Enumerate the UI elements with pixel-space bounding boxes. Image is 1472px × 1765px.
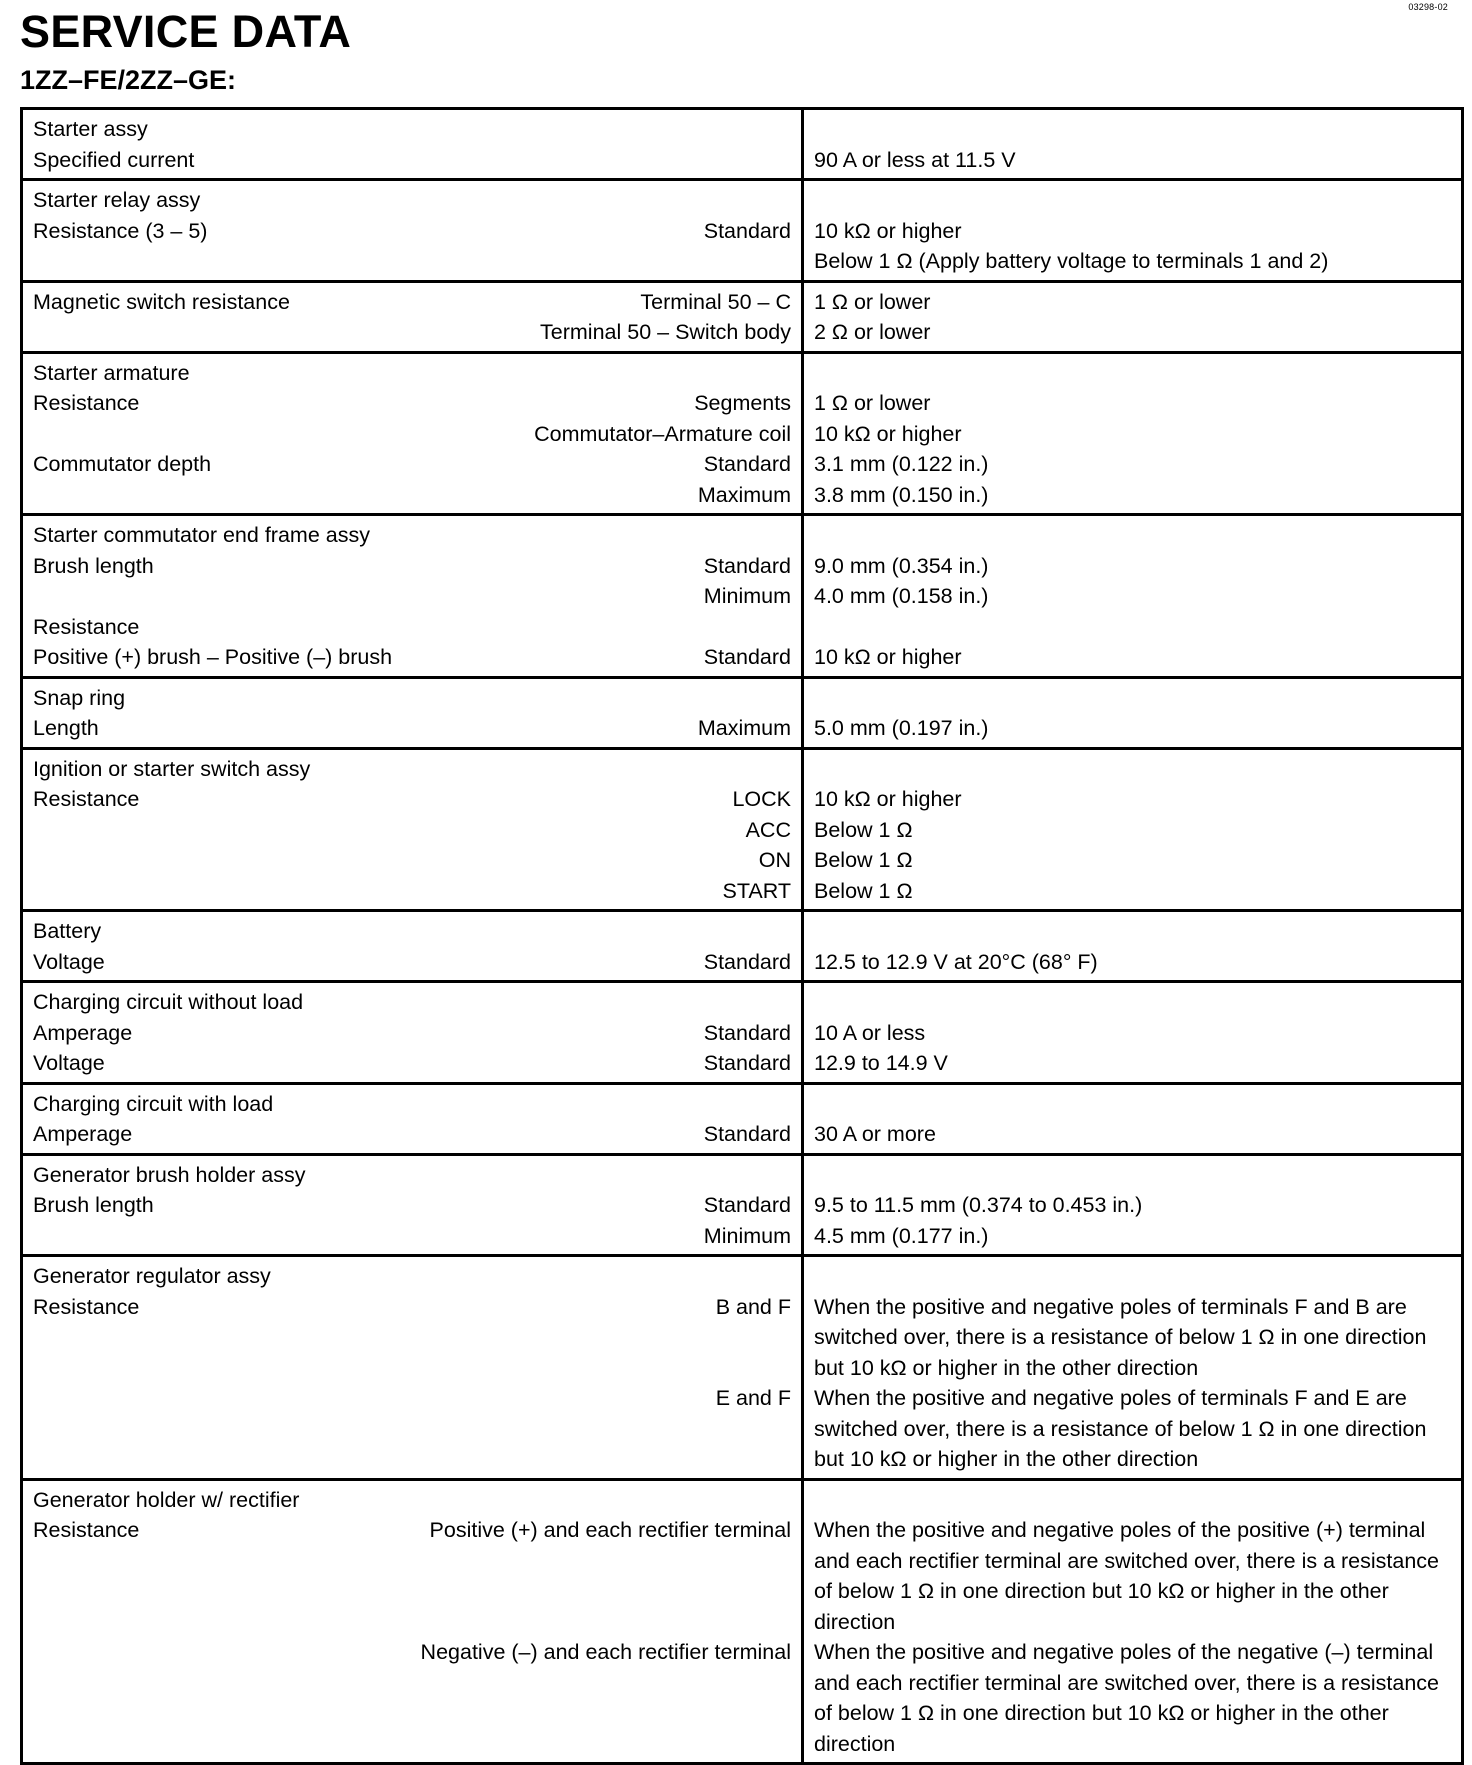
spec-section bbox=[22, 281, 1463, 352]
spec-condition bbox=[410, 916, 791, 947]
spec-label: Battery bbox=[33, 919, 102, 943]
spec-label: Voltage bbox=[33, 1051, 105, 1075]
document-code: 03298-02 bbox=[1408, 2, 1448, 12]
spec-value: 30 A or more bbox=[814, 1122, 936, 1146]
spec-value: 12.5 to 12.9 V at 20°C (68° F) bbox=[814, 949, 1098, 974]
spec-value-cell bbox=[803, 911, 1463, 982]
spec-condition: B and F bbox=[715, 1294, 791, 1319]
spec-condition: Standard bbox=[703, 1193, 791, 1217]
spec-label bbox=[33, 246, 450, 277]
spec-label bbox=[33, 317, 409, 348]
spec-item-grid bbox=[33, 754, 791, 907]
spec-condition bbox=[499, 1322, 791, 1353]
spec-section bbox=[22, 1479, 1463, 1764]
spec-condition bbox=[554, 520, 791, 551]
spec-label bbox=[33, 1221, 499, 1252]
spec-label bbox=[33, 1322, 487, 1353]
spec-label bbox=[33, 1444, 487, 1475]
spec-condition: ON bbox=[758, 848, 791, 872]
spec-item-grid bbox=[33, 185, 791, 277]
spec-value bbox=[814, 612, 1451, 643]
spec-label: Resistance bbox=[33, 391, 140, 415]
spec-value: 12.9 to 14.9 V bbox=[814, 1051, 948, 1075]
spec-label bbox=[33, 815, 510, 846]
spec-condition: Standard bbox=[703, 645, 791, 669]
spec-section bbox=[22, 180, 1463, 282]
spec-condition bbox=[499, 114, 791, 145]
spec-value bbox=[814, 1160, 1451, 1191]
spec-value: Below 1 Ω bbox=[814, 878, 913, 903]
spec-condition bbox=[499, 145, 791, 176]
spec-label bbox=[33, 480, 367, 511]
spec-condition: Maximum bbox=[697, 716, 791, 740]
spec-item-grid bbox=[33, 916, 791, 977]
spec-label bbox=[33, 1414, 487, 1445]
spec-condition bbox=[494, 1089, 791, 1120]
spec-value: 9.0 mm (0.354 in.) bbox=[814, 553, 989, 578]
spec-value: of below 1 Ω in one direction but 10 kΩ or higher in the other bbox=[814, 1701, 1389, 1725]
spec-condition bbox=[462, 185, 791, 216]
spec-label bbox=[33, 876, 510, 907]
spec-condition bbox=[366, 1698, 791, 1729]
service-data-body bbox=[22, 109, 1463, 1764]
spec-condition: ACC bbox=[745, 817, 791, 842]
spec-condition: START bbox=[722, 878, 791, 903]
spec-value: of below 1 Ω in one direction but 10 kΩ or higher in the other bbox=[814, 1579, 1389, 1603]
spec-condition bbox=[499, 1353, 791, 1384]
spec-label: Snap ring bbox=[33, 685, 126, 710]
spec-condition bbox=[366, 1485, 791, 1516]
spec-condition: Standard bbox=[703, 553, 791, 578]
spec-label: Amperage bbox=[33, 1020, 133, 1045]
spec-section bbox=[22, 1154, 1463, 1256]
spec-value-cell bbox=[803, 515, 1463, 678]
spec-value: When the positive and negative poles of terminals F and B are bbox=[814, 1294, 1407, 1319]
spec-item-cell bbox=[22, 515, 803, 678]
spec-condition: Commutator–Armature coil bbox=[534, 421, 791, 446]
spec-value: 4.0 mm (0.158 in.) bbox=[814, 584, 989, 608]
spec-value: 3.8 mm (0.150 in.) bbox=[814, 482, 989, 507]
spec-value bbox=[814, 987, 1451, 1018]
spec-value: 1 Ω or lower bbox=[814, 391, 931, 415]
spec-item-cell bbox=[22, 1256, 803, 1480]
spec-label bbox=[33, 419, 367, 450]
spec-value: but 10 kΩ or higher in the other direction bbox=[814, 1447, 1199, 1471]
spec-label: Resistance bbox=[33, 787, 140, 811]
spec-label: Amperage bbox=[33, 1122, 133, 1146]
spec-value: 9.5 to 11.5 mm (0.374 to 0.453 in.) bbox=[814, 1193, 1143, 1217]
spec-section bbox=[22, 677, 1463, 748]
spec-value-cell bbox=[803, 1083, 1463, 1154]
spec-item-grid bbox=[33, 1160, 791, 1252]
spec-condition bbox=[379, 358, 791, 389]
spec-label bbox=[33, 1607, 354, 1638]
spec-value bbox=[814, 114, 1451, 145]
spec-item-grid bbox=[33, 358, 791, 511]
spec-label: Charging circuit with load bbox=[33, 1091, 274, 1116]
spec-label: Ignition or starter switch assy bbox=[33, 756, 311, 781]
spec-item-cell bbox=[22, 1479, 803, 1764]
spec-section bbox=[22, 1256, 1463, 1480]
spec-value: 5.0 mm (0.197 in.) bbox=[814, 716, 989, 740]
spec-condition: Segments bbox=[694, 391, 791, 415]
spec-condition bbox=[366, 1607, 791, 1638]
spec-section bbox=[22, 748, 1463, 911]
spec-section bbox=[22, 515, 1463, 678]
spec-section bbox=[22, 109, 1463, 180]
spec-label bbox=[33, 1698, 354, 1729]
spec-label bbox=[33, 1637, 354, 1668]
spec-value-cell bbox=[803, 352, 1463, 515]
spec-label: Generator holder w/ rectifier bbox=[33, 1487, 300, 1512]
spec-condition bbox=[554, 612, 791, 643]
spec-value: When the positive and negative poles of the positive (+) terminal bbox=[814, 1518, 1426, 1542]
spec-condition: Standard bbox=[703, 452, 791, 476]
spec-condition bbox=[366, 1729, 791, 1760]
spec-label bbox=[33, 845, 510, 876]
spec-label bbox=[33, 1383, 487, 1414]
spec-label: Generator regulator assy bbox=[33, 1264, 271, 1288]
spec-label: Resistance bbox=[33, 1518, 140, 1542]
spec-condition bbox=[366, 1668, 791, 1699]
spec-value bbox=[814, 1261, 1451, 1292]
spec-condition: Standard bbox=[703, 949, 791, 974]
spec-condition: Standard bbox=[703, 1020, 791, 1045]
spec-value: switched over, there is a resistance of below 1 Ω in one direction bbox=[814, 1325, 1427, 1349]
spec-value: When the positive and negative poles of the negative (–) terminal bbox=[814, 1640, 1434, 1664]
spec-value-cell bbox=[803, 180, 1463, 282]
spec-label: Starter armature bbox=[33, 360, 190, 385]
spec-value-cell bbox=[803, 109, 1463, 180]
spec-condition bbox=[499, 1414, 791, 1445]
spec-value-cell bbox=[803, 1479, 1463, 1764]
spec-value: 10 kΩ or higher bbox=[814, 421, 962, 446]
spec-value: and each rectifier terminal are switched over, there is a resistance bbox=[814, 1670, 1439, 1695]
spec-value bbox=[814, 916, 1451, 947]
spec-item-cell bbox=[22, 677, 803, 748]
spec-item-cell bbox=[22, 180, 803, 282]
spec-condition: Positive (+) and each rectifier terminal bbox=[429, 1518, 791, 1542]
spec-value: direction bbox=[814, 1731, 896, 1756]
spec-item-grid bbox=[33, 114, 791, 175]
spec-label: Commutator depth bbox=[33, 452, 212, 476]
spec-value-cell bbox=[803, 281, 1463, 352]
spec-item-cell bbox=[22, 352, 803, 515]
spec-value-cell bbox=[803, 1256, 1463, 1480]
engine-subtitle: 1ZZ–FE/2ZZ–GE: bbox=[20, 65, 237, 95]
page-title: SERVICE DATA bbox=[20, 6, 352, 57]
spec-condition bbox=[509, 987, 791, 1018]
spec-label: Resistance (3 – 5) bbox=[33, 218, 208, 243]
spec-condition bbox=[417, 683, 791, 714]
spec-item-cell bbox=[22, 748, 803, 911]
spec-value: 10 kΩ or higher bbox=[814, 787, 962, 811]
spec-label bbox=[33, 1576, 354, 1607]
spec-value-cell bbox=[803, 1154, 1463, 1256]
spec-label: Length bbox=[33, 716, 99, 740]
spec-item-cell bbox=[22, 109, 803, 180]
spec-label bbox=[33, 1729, 354, 1760]
spec-label: Resistance bbox=[33, 614, 140, 639]
spec-value-cell bbox=[803, 982, 1463, 1084]
spec-value: but 10 kΩ or higher in the other direction bbox=[814, 1355, 1199, 1380]
spec-label: Charging circuit without load bbox=[33, 990, 304, 1014]
spec-item-grid bbox=[33, 1261, 791, 1475]
spec-label: Specified current bbox=[33, 147, 195, 172]
spec-label: Generator brush holder assy bbox=[33, 1162, 306, 1187]
spec-value-cell bbox=[803, 748, 1463, 911]
spec-condition: Negative (–) and each rectifier terminal bbox=[420, 1640, 791, 1664]
spec-item-cell bbox=[22, 1083, 803, 1154]
spec-condition bbox=[511, 1160, 791, 1191]
spec-label bbox=[33, 581, 542, 612]
spec-label: Resistance bbox=[33, 1294, 140, 1319]
service-data-table bbox=[20, 107, 1464, 1765]
spec-label: Brush length bbox=[33, 1193, 154, 1217]
spec-label: Starter relay assy bbox=[33, 188, 201, 212]
spec-value: 10 A or less bbox=[814, 1020, 926, 1045]
spec-value bbox=[814, 185, 1451, 216]
spec-condition bbox=[366, 1576, 791, 1607]
spec-item-cell bbox=[22, 982, 803, 1084]
spec-value-cell bbox=[803, 677, 1463, 748]
spec-label: Magnetic switch resistance bbox=[33, 289, 290, 314]
spec-item-grid bbox=[33, 1485, 791, 1760]
spec-value: Below 1 Ω bbox=[814, 817, 913, 842]
spec-value: 90 A or less at 11.5 V bbox=[814, 147, 1016, 172]
spec-label bbox=[33, 1668, 354, 1699]
spec-value bbox=[814, 1089, 1451, 1120]
spec-value: 2 Ω or lower bbox=[814, 320, 931, 344]
spec-condition bbox=[462, 246, 791, 277]
spec-value: 10 kΩ or higher bbox=[814, 645, 962, 669]
spec-item-cell bbox=[22, 1154, 803, 1256]
spec-label: Voltage bbox=[33, 949, 105, 974]
spec-value bbox=[814, 683, 1451, 714]
spec-value bbox=[814, 358, 1451, 389]
spec-item-grid bbox=[33, 683, 791, 744]
spec-value: direction bbox=[814, 1609, 896, 1634]
spec-section bbox=[22, 1083, 1463, 1154]
spec-item-grid bbox=[33, 520, 791, 673]
spec-label: Starter assy bbox=[33, 117, 148, 141]
spec-value: 4.5 mm (0.177 in.) bbox=[814, 1223, 989, 1248]
spec-item-grid bbox=[33, 1089, 791, 1150]
spec-condition bbox=[366, 1546, 791, 1577]
spec-value bbox=[814, 520, 1451, 551]
spec-section bbox=[22, 911, 1463, 982]
spec-condition bbox=[522, 754, 791, 785]
spec-item-cell bbox=[22, 281, 803, 352]
spec-label bbox=[33, 1546, 354, 1577]
spec-label: Positive (+) brush – Positive (–) brush bbox=[33, 645, 393, 669]
spec-value bbox=[814, 754, 1451, 785]
spec-condition bbox=[499, 1261, 791, 1292]
spec-item-grid bbox=[33, 987, 791, 1079]
spec-condition: Standard bbox=[703, 218, 791, 243]
spec-condition: E and F bbox=[715, 1386, 791, 1410]
spec-condition: Maximum bbox=[697, 482, 791, 507]
spec-value: 3.1 mm (0.122 in.) bbox=[814, 452, 989, 476]
spec-condition: Minimum bbox=[703, 1223, 791, 1248]
spec-value: Below 1 Ω (Apply battery voltage to terminals 1 and 2) bbox=[814, 249, 1329, 273]
spec-value: When the positive and negative poles of terminals F and E are bbox=[814, 1386, 1407, 1410]
spec-value: 10 kΩ or higher bbox=[814, 218, 962, 243]
spec-item-grid bbox=[33, 287, 791, 348]
spec-condition: Minimum bbox=[703, 584, 791, 608]
spec-value: 1 Ω or lower bbox=[814, 289, 931, 314]
spec-section bbox=[22, 352, 1463, 515]
spec-condition: Terminal 50 – C bbox=[640, 289, 791, 314]
spec-condition bbox=[499, 1444, 791, 1475]
spec-section bbox=[22, 982, 1463, 1084]
spec-value: switched over, there is a resistance of below 1 Ω in one direction bbox=[814, 1416, 1427, 1441]
spec-item-cell bbox=[22, 911, 803, 982]
spec-value: Below 1 Ω bbox=[814, 848, 913, 872]
spec-value: and each rectifier terminal are switched over, there is a resistance bbox=[814, 1548, 1439, 1573]
spec-label: Starter commutator end frame assy bbox=[33, 523, 370, 547]
spec-condition: Standard bbox=[703, 1051, 791, 1075]
spec-value bbox=[814, 1485, 1451, 1516]
spec-label bbox=[33, 1353, 487, 1384]
spec-condition: LOCK bbox=[732, 787, 791, 811]
spec-condition: Standard bbox=[703, 1122, 791, 1146]
spec-condition: Terminal 50 – Switch body bbox=[540, 320, 791, 344]
spec-label: Brush length bbox=[33, 553, 154, 578]
